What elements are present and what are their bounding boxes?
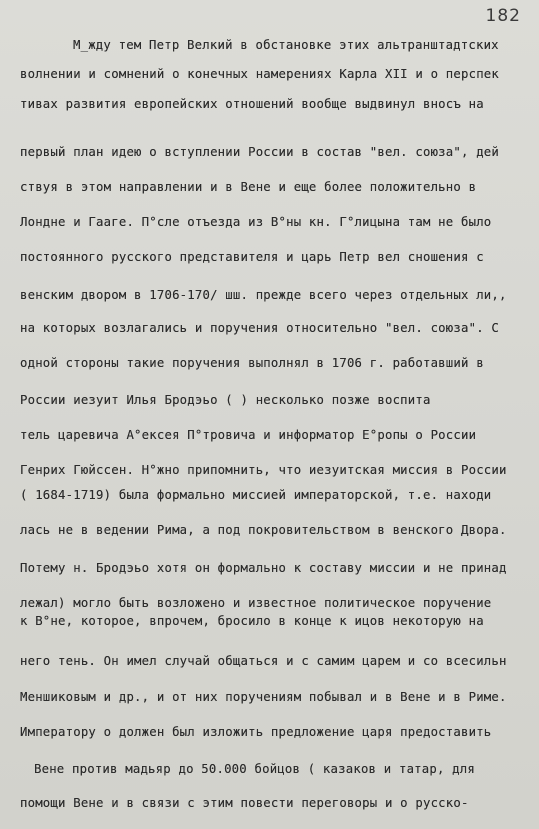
page-number: 182 <box>485 6 521 26</box>
text-line: одной стороны такие поручения выполнял в 1706 г. работавший в <box>20 356 484 370</box>
text-line: тель царевича А°ексея П°тровича и информатор Е°ропы о России <box>20 428 477 442</box>
text-line: М_жду тем Петр Велкий в обстановке этих альтранштадтских <box>73 38 499 52</box>
text-line: к В°не, которое, впрочем, бросило в конце к ицов некоторую на <box>20 614 484 628</box>
text-line: ( 1684-1719) была формально миссией императорской, т.е. находи <box>20 488 492 502</box>
text-line: постоянного русского представителя и царь Петр вел сношения с <box>20 250 484 264</box>
text-line: него тень. Он имел случай общаться и с самим царем и со всесильн <box>20 654 507 668</box>
text-line: России иезуит Илья Бродэьо ( ) несколько позже воспита <box>20 393 431 407</box>
text-line: ствуя в этом направлении и в Вене и еще более положительно в <box>20 180 477 194</box>
text-line: на которых возлагались и поручения относительно "вел. союза". С <box>20 321 500 335</box>
text-line: Генрих Гюйссен. Н°жно припомнить, что иезуитская миссия в России <box>20 463 507 477</box>
text-line: лежал) могло быть возложено и известное политическое поручение <box>20 596 492 610</box>
text-line: Потему н. Бродэьо хотя он формально к составу миссии и не принад <box>20 561 507 575</box>
text-line: лась не в ведении Рима, а под покровительством в венского Двора. <box>20 523 507 537</box>
text-line: волнении и сомнений о конечных намерениях Карла XII и о перспек <box>20 67 500 81</box>
text-line: тивах развития европейских отношений вообще выдвинул вносъ на <box>20 97 484 111</box>
text-line: помощи Вене и в связи с этим повести переговоры и о русско- <box>20 796 469 810</box>
text-line: Императору о должен был изложить предложение царя предоставить <box>20 725 492 739</box>
text-line: первый план идею о вступлении России в состав "вел. союза", дей <box>20 145 500 159</box>
text-line: Меншиковым и др., и от них поручениям побывал и в Вене и в Риме. <box>20 690 507 704</box>
text-line: венским двором в 1706-170/ шш. прежде всего через отдельных ли,, <box>20 288 507 302</box>
text-line: Лондне и Гааге. П°сле отъезда из В°ны кн. Г°лицына там не было <box>20 215 492 229</box>
text-line: Вене против мадьяр до 50.000 бойцов ( казаков и татар, для <box>34 762 475 776</box>
